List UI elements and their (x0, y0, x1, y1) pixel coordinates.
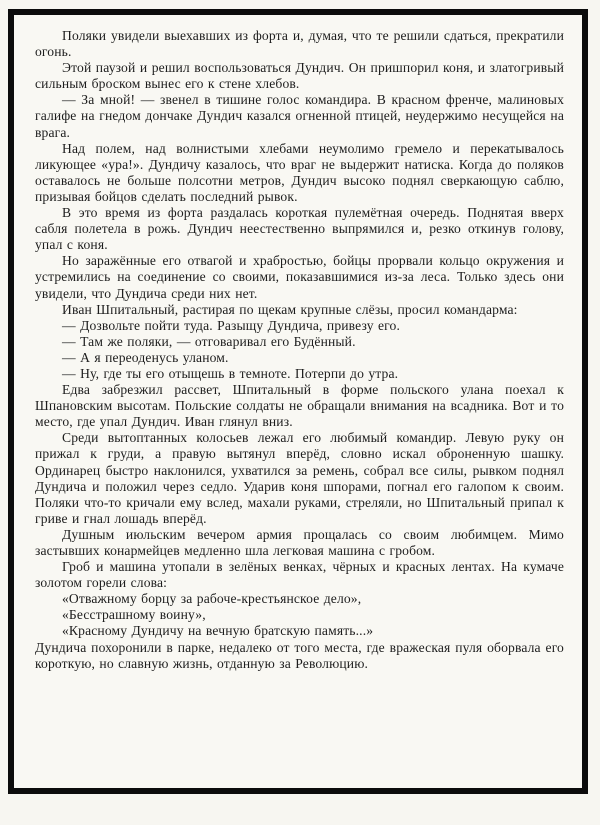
paragraph: Гроб и машина утопали в зелёных венках, чёрных и красных лентах. На кумаче золотом горели слова: (35, 559, 564, 591)
paragraph-dialogue: — За мной! — звенел в тишине голос командира. В красном френче, малиновых галифе на гнедом дончаке Дундич казался огненной птицей, неудержимо несущейся на врага. (35, 92, 564, 140)
page-text (35, 28, 564, 672)
paragraph: В это время из форта раздалась короткая пулемётная очередь. Поднятая вверх сабля полетела в рожь. Дундич неестественно выпрямился и, резко откинув голову, упал с коня. (35, 205, 564, 253)
paragraph: Иван Шпитальный, растирая по щекам крупные слёзы, просил командарма: (62, 301, 518, 317)
paragraph: Среди вытоптанных колосьев лежал его любимый командир. Левую руку он прижал к груди, а правую вытянул вперёд, словно искал оброненную шашку. Ординарец быстро наклонился, ухватился за ремень, собрал все силы, рывком поднял Дундича и положил через седло. Ударив коня шпорами, погнал его галопом к своим. Поляки что-то кричали ему вслед, махали руками, стреляли, но Шпитальный припал к гриве и гнал лошадь вперёд. (35, 430, 564, 526)
page-border-frame (8, 9, 588, 794)
paragraph-dialogue: — Там же поляки, — отговаривал его Будённый. (62, 333, 356, 349)
paragraph-inscription: «Красному Дундичу на вечную братскую память...» (62, 623, 374, 639)
paragraph: Но заражённые его отвагой и храбростью, бойцы прорвали кольцо окружения и устремились на соединение со своими, показавшимися из-за леса. Только здесь они увидели, что Дундича среди них нет. (35, 253, 564, 301)
paragraph: Над полем, над волнистыми хлебами неумолимо гремело и перекатывалось ликующее «ура!». Дундичу казалось, что враг не выдержит натиска. Когда до поляков оставалось не больше полсотни метров, Дундич высоко поднял сверкающую саблю, призывая бойцов сделать последний рывок. (35, 140, 564, 204)
paragraph: Поляки увидели выехавших из форта и, думая, что те решили сдаться, прекратили огонь. (35, 28, 564, 60)
paragraph: Душным июльским вечером армия прощалась со своим любимцем. Мимо застывших конармейцев медленно шла легковая машина с гробом. (35, 526, 564, 558)
paragraph-inscription: «Бесстрашному воину», (62, 607, 206, 623)
paragraph: Этой паузой и решил воспользоваться Дундич. Он пришпорил коня, и златогривый сильным броском вынес его к стене хлебов. (35, 60, 564, 92)
paragraph-inscription: «Отважному борцу за рабоче-крестьянское дело», (62, 591, 362, 607)
paragraph: Едва забрезжил рассвет, Шпитальный в форме польского улана поехал к Шпановским высотам. Польские солдаты не обращали внимания на всадника. Вот и то место, где упал Дундич. Иван глянул вниз. (35, 382, 564, 430)
paragraph-dialogue: — А я переоденусь уланом. (62, 349, 229, 365)
paragraph-dialogue: — Дозвольте пойти туда. Разыщу Дундича, привезу его. (62, 317, 400, 333)
paragraph-dialogue: — Ну, где ты его отыщешь в темноте. Потерпи до утра. (62, 365, 399, 381)
paragraph: Дундича похоронили в парке, недалеко от того места, где вражеская пуля оборвала его короткую, но славную жизнь, отданную за Революцию. (35, 639, 564, 671)
